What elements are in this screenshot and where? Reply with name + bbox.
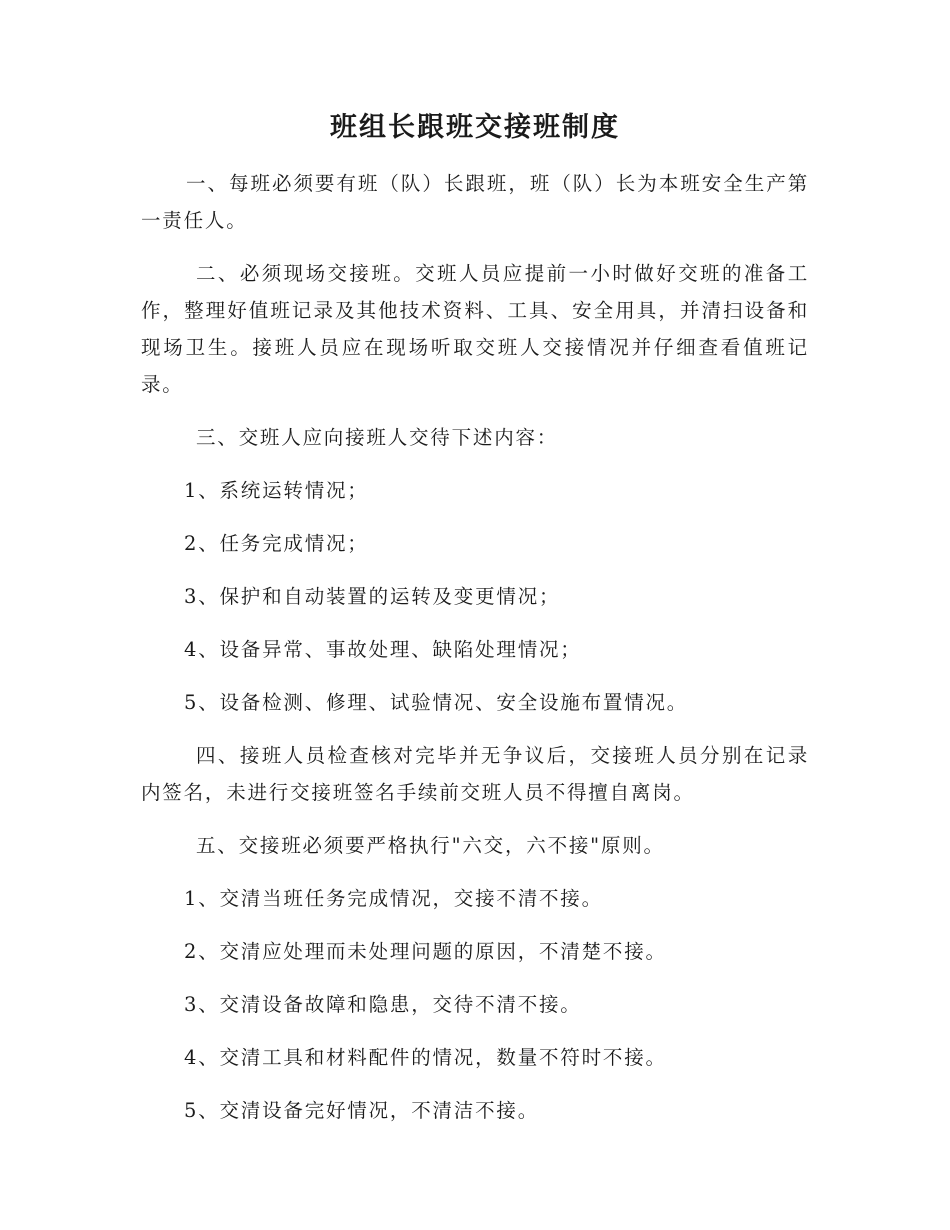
list-item: 3、保护和自动装置的运转及变更情况； [184, 585, 561, 608]
document-body [141, 165, 809, 1145]
list-item: 5、设备检测、修理、试验情况、安全设施布置情况。 [184, 691, 689, 714]
list-item: 1、系统运转情况； [184, 479, 369, 502]
list-item: 1、交清当班任务完成情况，交接不清不接。 [184, 887, 603, 910]
list-item: 4、设备异常、事故处理、缺陷处理情况； [184, 638, 582, 661]
document-title: 班组长跟班交接班制度 [330, 112, 620, 143]
section-5: 五、交接班必须要严格执行"六交，六不接"原则。 [196, 834, 665, 857]
section-2: 二、必须现场交接班。交班人员应提前一小时做好交班的准备工作，整理好值班记录及其他技术资料、工具、安全用具，并清扫设备和现场卫生。接班人员应在现场听取交班人交接情况并仔细查看值班记录。 [141, 262, 809, 396]
list-item: 4、交清工具和材料配件的情况，数量不符时不接。 [184, 1046, 667, 1069]
list-item: 2、交清应处理而未处理问题的原因，不清楚不接。 [184, 940, 667, 963]
list-item: 2、任务完成情况； [184, 532, 369, 555]
list-item: 5、交清设备完好情况，不清洁不接。 [184, 1099, 540, 1122]
section-1: 一、每班必须要有班（队）长跟班，班（队）长为本班安全生产第一责任人。 [141, 172, 809, 232]
list-item: 3、交清设备故障和隐患，交待不清不接。 [184, 993, 582, 1016]
section-3: 三、交班人应向接班人交待下述内容： [196, 426, 559, 449]
section-4: 四、接班人员检查核对完毕并无争议后，交接班人员分别在记录内签名，未进行交接班签名手续前交班人员不得擅自离岗。 [141, 744, 809, 804]
